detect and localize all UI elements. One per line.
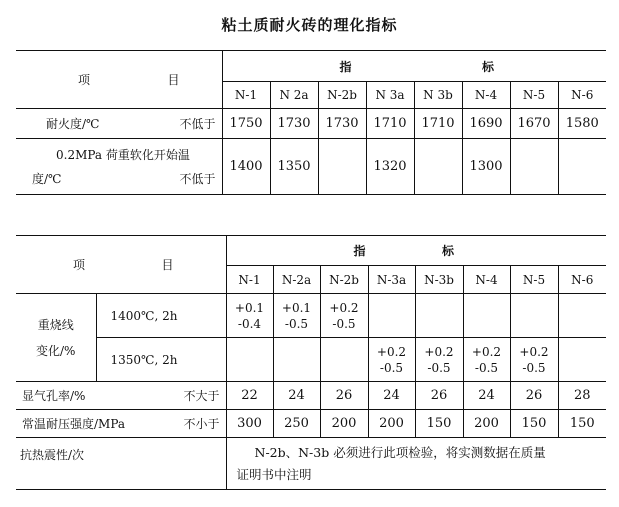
item-header-left: 项 bbox=[78, 73, 91, 87]
row-label-line1: 0.2MPa 荷重软化开始温 bbox=[56, 147, 190, 162]
plus-value: +0.2 bbox=[519, 344, 549, 359]
index-header-right: 标 bbox=[442, 244, 455, 258]
minus-value: -0.5 bbox=[522, 360, 546, 375]
grade-header: N-6 bbox=[558, 82, 606, 109]
minus-value: -0.5 bbox=[474, 360, 499, 375]
index-header-cell bbox=[222, 51, 606, 82]
value-cell: 24 bbox=[368, 382, 415, 410]
reburn-cell bbox=[273, 294, 320, 338]
grade-header: N-5 bbox=[510, 82, 558, 109]
value-cell: 1750 bbox=[222, 109, 270, 139]
reburn-cell bbox=[368, 338, 415, 382]
value-cell: 250 bbox=[273, 410, 320, 438]
value-cell: 1670 bbox=[510, 109, 558, 139]
value-cell: 200 bbox=[368, 410, 415, 438]
grade-header: N-2b bbox=[318, 82, 366, 109]
grade-header: N-5 bbox=[510, 266, 558, 294]
reburn-condition-1400: 1400℃, 2h bbox=[96, 294, 226, 338]
reburn-cell bbox=[226, 338, 273, 382]
refractory-index-table-2 bbox=[16, 235, 606, 490]
item-header-right: 目 bbox=[167, 73, 180, 87]
reburn-label-cell bbox=[16, 294, 96, 382]
value-cell: 1580 bbox=[558, 109, 606, 139]
row-label: 耐火度/℃ bbox=[46, 117, 100, 131]
row-label-cell bbox=[16, 139, 222, 195]
minus-value: -0.5 bbox=[284, 316, 309, 331]
reburn-cell bbox=[368, 294, 415, 338]
value-cell: 28 bbox=[558, 382, 606, 410]
value-cell: 1730 bbox=[318, 109, 366, 139]
reburn-cell bbox=[510, 294, 558, 338]
reburn-cell bbox=[558, 338, 606, 382]
page-title: 粘土质耐火砖的理化指标 bbox=[221, 16, 398, 34]
value-cell: 1690 bbox=[462, 109, 510, 139]
row-label-cell bbox=[16, 382, 226, 410]
grade-header: N-2a bbox=[273, 266, 320, 294]
grade-header: N 2a bbox=[270, 82, 318, 109]
value-cell: 200 bbox=[320, 410, 368, 438]
grade-header: N-4 bbox=[462, 82, 510, 109]
reburn-cell bbox=[558, 294, 606, 338]
plus-value: +0.2 bbox=[424, 344, 454, 359]
reburn-condition-1350: 1350℃, 2h bbox=[96, 338, 226, 382]
row-condition: 不低于 bbox=[179, 171, 216, 186]
value-cell: 22 bbox=[226, 382, 273, 410]
grade-header: N-3a bbox=[368, 266, 415, 294]
item-header-left: 项 bbox=[73, 258, 86, 272]
plus-value: +0.1 bbox=[234, 300, 265, 315]
grade-header: N-6 bbox=[558, 266, 606, 294]
minus-value: -0.4 bbox=[237, 316, 262, 331]
value-cell bbox=[414, 139, 462, 195]
reburn-label-line2: 变化/% bbox=[36, 343, 76, 358]
value-cell: 150 bbox=[415, 410, 463, 438]
reburn-cell bbox=[273, 338, 320, 382]
item-header-right: 目 bbox=[161, 258, 174, 272]
reburn-cell bbox=[415, 338, 463, 382]
row-label-cell bbox=[16, 109, 222, 139]
reburn-cell bbox=[463, 338, 510, 382]
minus-value: -0.5 bbox=[427, 360, 451, 375]
value-cell: 1710 bbox=[414, 109, 462, 139]
value-cell: 150 bbox=[510, 410, 558, 438]
plus-value: +0.1 bbox=[281, 300, 312, 315]
index-header-cell bbox=[226, 236, 606, 266]
value-cell bbox=[558, 139, 606, 195]
plus-value: +0.2 bbox=[329, 300, 359, 315]
value-cell: 300 bbox=[226, 410, 273, 438]
value-cell: 1400 bbox=[222, 139, 270, 195]
value-cell bbox=[510, 139, 558, 195]
plus-value: +0.2 bbox=[376, 344, 407, 359]
value-cell: 26 bbox=[415, 382, 463, 410]
value-cell bbox=[318, 139, 366, 195]
value-cell: 26 bbox=[510, 382, 558, 410]
row-label: 显气孔率/% bbox=[22, 389, 86, 403]
thermal-note-line1: N-2b、N-3b 必须进行此项检验，将实测数据在质量 bbox=[254, 444, 546, 460]
thermal-note-cell bbox=[226, 438, 606, 490]
value-cell: 1300 bbox=[462, 139, 510, 195]
grade-header: N 3a bbox=[366, 82, 414, 109]
minus-value: -0.5 bbox=[379, 360, 404, 375]
row-label-cell bbox=[16, 410, 226, 438]
value-cell: 1730 bbox=[270, 109, 318, 139]
grade-header: N-1 bbox=[222, 82, 270, 109]
value-cell: 1350 bbox=[270, 139, 318, 195]
row-label-line2: 度/℃ bbox=[32, 171, 62, 186]
reburn-label-line1: 重烧线 bbox=[37, 317, 74, 332]
row-condition: 不小于 bbox=[183, 417, 220, 431]
grade-header: N 3b bbox=[414, 82, 462, 109]
reburn-cell bbox=[415, 294, 463, 338]
value-cell: 150 bbox=[558, 410, 606, 438]
row-label: 常温耐压强度/MPa bbox=[22, 417, 126, 431]
value-cell: 26 bbox=[320, 382, 368, 410]
index-header-left: 指 bbox=[353, 244, 366, 258]
index-header-left: 指 bbox=[339, 59, 352, 74]
grade-header: N-1 bbox=[226, 266, 273, 294]
reburn-cell bbox=[510, 338, 558, 382]
value-cell: 24 bbox=[463, 382, 510, 410]
refractory-index-table-1 bbox=[16, 50, 606, 195]
reburn-cell bbox=[226, 294, 273, 338]
plus-value: +0.2 bbox=[471, 344, 502, 359]
grade-header: N-4 bbox=[463, 266, 510, 294]
reburn-cell bbox=[320, 294, 368, 338]
item-header-cell bbox=[16, 51, 222, 109]
index-header-right: 标 bbox=[482, 59, 495, 74]
value-cell: 1710 bbox=[366, 109, 414, 139]
row-label: 抗热震性/次 bbox=[20, 448, 85, 462]
row-condition: 不低于 bbox=[179, 117, 216, 131]
grade-header: N-2b bbox=[320, 266, 368, 294]
thermal-note-line2: 证明书中注明 bbox=[236, 466, 312, 482]
minus-value: -0.5 bbox=[332, 316, 356, 331]
row-label-cell bbox=[16, 438, 226, 490]
value-cell: 1320 bbox=[366, 139, 414, 195]
reburn-cell bbox=[463, 294, 510, 338]
value-cell: 200 bbox=[463, 410, 510, 438]
item-header-cell bbox=[16, 236, 226, 294]
value-cell: 24 bbox=[273, 382, 320, 410]
reburn-cell bbox=[320, 338, 368, 382]
row-condition: 不大于 bbox=[183, 389, 220, 403]
grade-header: N-3b bbox=[415, 266, 463, 294]
